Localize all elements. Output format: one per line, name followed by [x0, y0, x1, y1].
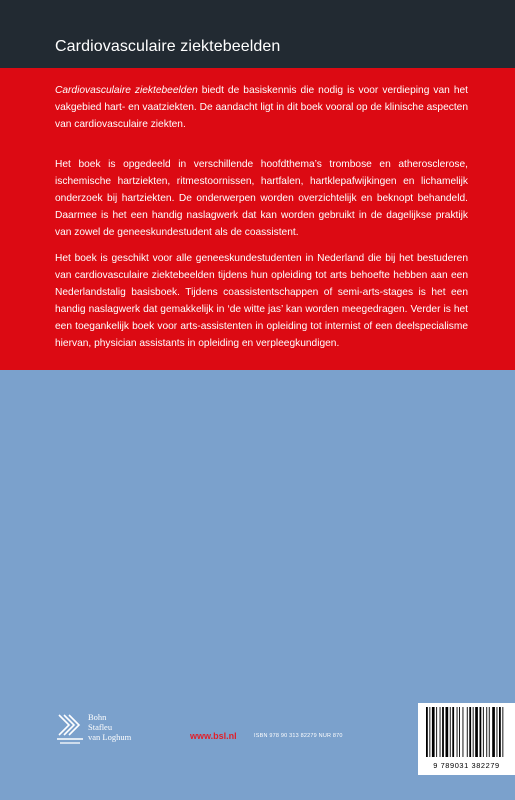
paragraph-2-text: Het boek is opgedeeld in verschillende hoofdthema’s trombose en atherosclerose, ischemische hartziekten, ritmestoornissen, hartfalen, hartklepafwijkingen en lichamelijk onderzoek bij hartziekten. De onderwerpen worden overzichtelijk en beknopt behandeld. Daarmee is het een handig naslagwerk dat kan worden gebruikt in de dagelijkse praktijk van zowel de geneeskundestudent als de coassistent.	[55, 159, 468, 239]
title-emphasis: Cardiovasculaire ziektebeelden	[55, 85, 198, 96]
publisher-line-2: Stafleu	[88, 722, 113, 732]
publisher-logo	[55, 711, 131, 747]
paragraph-3-text: Het boek is geschikt voor alle geneeskundestudenten in Nederland die bij het bestuderen van cardiovasculaire ziektebeelden tijdens hun opleiding tot arts behoefte hebben aan een Nederlandstalig basisboek. Tijdens coassistentschappen of semi-arts-stages is het een handig naslagwerk dat gemakkelijk in ‘de witte jas’ kan worden meegedragen. Verder is het een toegankelijk boek voor arts-assistenten in opleiding tot internist of een deelspecialisme hiervan, physician assistants in opleiding en verpleegkundigen.	[55, 253, 468, 350]
top-bar	[0, 0, 515, 68]
book-title: Cardiovasculaire ziektebeelden	[55, 38, 281, 55]
publisher-name	[88, 712, 131, 742]
bsl-logo-icon	[55, 711, 85, 745]
paragraph-1-text: biedt de basiskennis die nodig is voor verdieping van het vakgebied hart- en vaatziekten. De aandacht ligt in dit boek vooral op de klinische aspecten van cardiovasculaire ziekten.	[55, 85, 469, 131]
publisher-line-1: Bohn	[88, 712, 107, 722]
barcode	[418, 703, 515, 775]
isbn-line: ISBN 978 90 313 82279 NUR 870	[254, 733, 343, 739]
barcode-digits: 9 789031 382279	[433, 761, 500, 770]
description-paragraph-1	[55, 82, 468, 133]
description-paragraph-3	[55, 250, 468, 353]
barcode-icon	[424, 707, 509, 761]
publisher-line-3: van Loghum	[88, 732, 132, 742]
description-paragraph-2	[55, 156, 468, 241]
publisher-url[interactable]: www.bsl.nl	[190, 731, 237, 741]
